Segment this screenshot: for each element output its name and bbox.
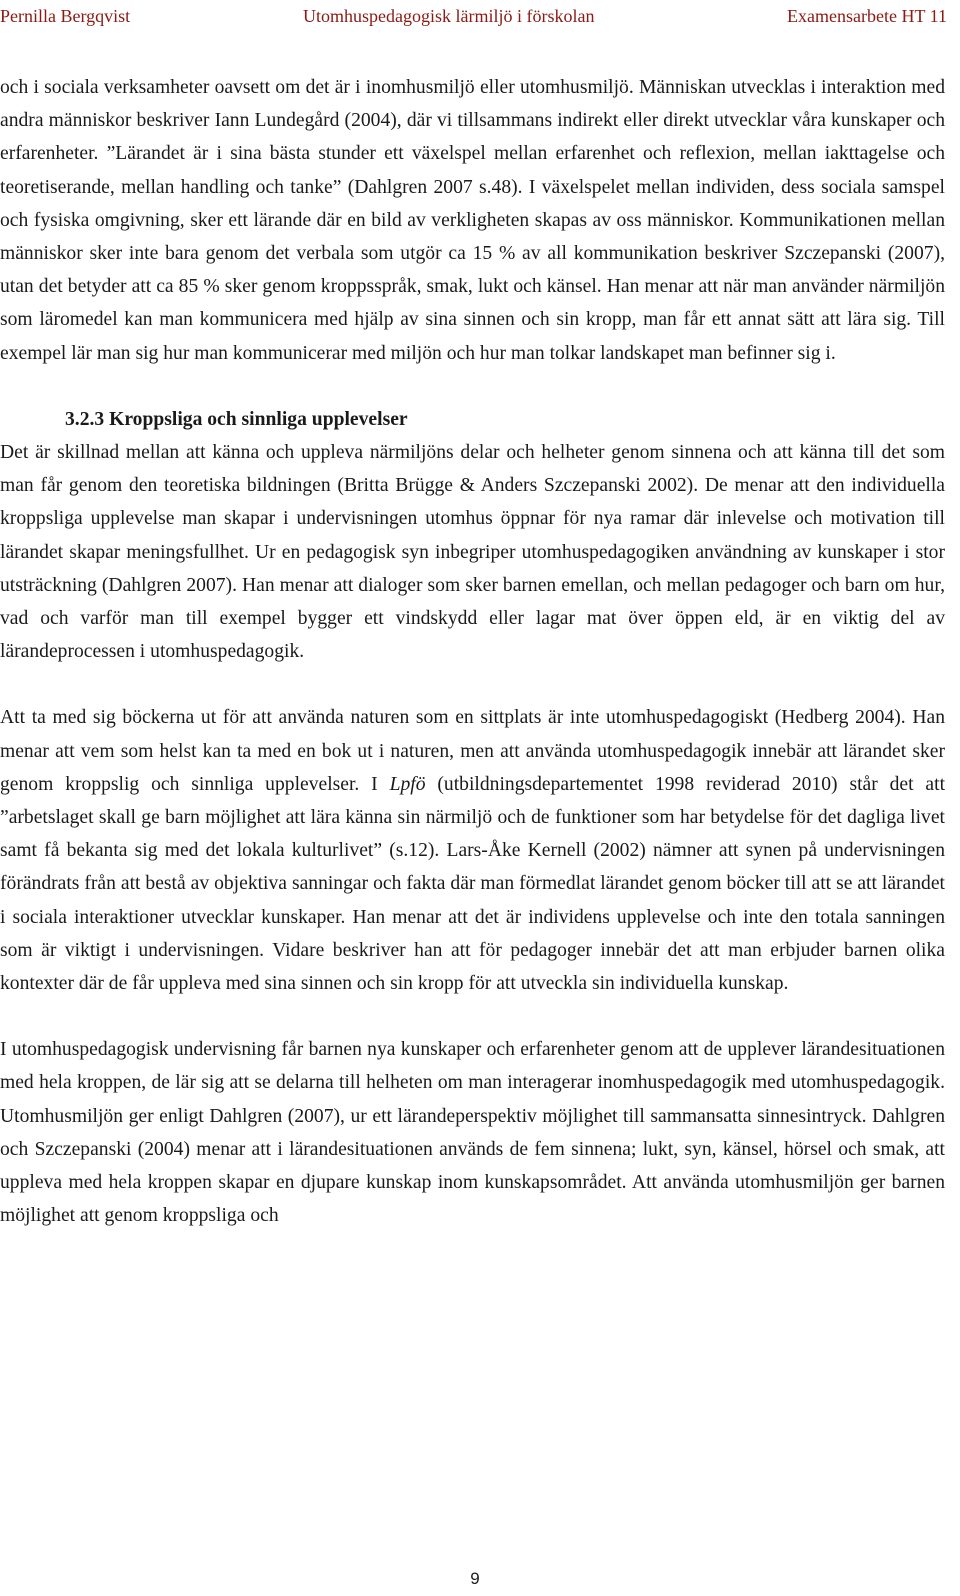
paragraph-gap bbox=[0, 1000, 945, 1033]
section-heading: 3.2.3 Kroppsliga och sinnliga upplevelser bbox=[65, 408, 408, 430]
header-author: Pernilla Bergqvist bbox=[0, 6, 131, 26]
page-number: 9 bbox=[470, 1569, 480, 1588]
page-footer bbox=[0, 1569, 960, 1589]
paragraph-4: I utomhuspedagogisk undervisning får barnen nya kunskaper och erfarenheter genom att de upplever lärandesituationen med hela kroppen, de lär sig att se delarna till helheten om man interagerar inomhuspedagogik med utomhuspedagogik. Utomhusmiljön ger enligt Dahlgren (2007), ur ett lärandeperspektiv möjlighet till sammansatta sinnesintryck. Dahlgren och Szczepanski (2004) menar att i lärandesituationen används de fem sinnena; lukt, syn, känsel, hörsel och smak, att uppleva med hela kroppen skapar en djupare kunskap inom kunskapsområdet. Att använda utomhusmiljön ger barnen möjlighet att genom kroppsliga och bbox=[0, 1039, 945, 1227]
paragraph-3-text-a: Att ta med sig böckerna ut för att använda naturen som en sittplats är inte utomhuspedagogiskt (Hedberg 2004). Han menar att vem som helst kan ta med en bok ut i naturen, men att använda utomhuspedagogik innebär att lärandet sker genom kroppslig och sinnliga upplevelser. I bbox=[0, 707, 945, 795]
paragraph-3-text-b: (utbildningsdepartementet 1998 reviderad 2010) står det att ”arbetslaget skall ge barn möjlighet att lära känna sin närmiljö och de funktioner som har betydelse för det dagliga livet samt få bekanta sig med det lokala kulturlivet” (s.12). Lars-Åke Kernell (2002) nämner att synen på undervisningen förändrats från att bestå av objektiva sanningar och fakta där man förmedlat lärandet genom böcker till att se att lärandet i sociala interaktioner utvecklar kunskaper. Han menar att det är individens upplevelse och inte den totala sanningen som är viktigt i undervisningen. Vidare beskriver han att för pedagoger innebär det att man erbjuder barnen olika kontexter där de får uppleva med sina sinnen och sin kropp för att utveckla sin individuella kunskap. bbox=[0, 773, 946, 995]
paragraph-3-italic: Lpfö bbox=[389, 773, 426, 795]
running-header bbox=[0, 0, 960, 40]
header-title: Utomhuspedagogisk lärmiljö i förskolan bbox=[303, 6, 595, 26]
paragraph-gap bbox=[0, 370, 945, 403]
paragraph-1: och i sociala verksamheter oavsett om det är i inomhusmiljö eller utomhusmiljö. Människan utvecklas i interaktion med andra människor beskriver Iann Lundegård (2004), där vi tillsammans indirekt eller direkt utvecklar våra kunskaper och erfarenheter. ”Lärandet är i sina bästa stunder ett växelspel mellan erfarenhet och reflexion, mellan iakttagelse och teoretiserande, mellan handling och tanke” (Dahlgren 2007 s.48). I växelspelet mellan individen, dess sociala samspel och fysiska omgivning, sker ett lärande där en bild av verkligheten skapas av oss människor. Kommunikationen mellan människor sker inte bara genom det verbala som utgör ca 15 % av all kommunikation beskriver Szczepanski (2007), utan det betyder att ca 85 % sker genom kroppsspråk, smak, lukt och känsel. Han menar att när man använder närmiljön som läromedel kan man kommunicera med hjälp av sina sinnen och sin kropp, man får ett annat sätt att lära sig. Till exempel lär man sig hur man kommunicerar med miljön och hur man tolkar landskapet man befinner sig i. bbox=[0, 77, 945, 364]
paragraph-3 bbox=[0, 701, 945, 1000]
header-course: Examensarbete HT 11 bbox=[787, 6, 947, 26]
paragraph-2: Det är skillnad mellan att känna och uppleva närmiljöns delar och helheter genom sinnena och att känna till det som man får genom den teoretiska bildningen (Britta Brügge & Anders Szczepanski 2002). De menar att den individuella kroppsliga upplevelse man skapar i undervisningen utomhus öppnar för nya ramar där inlevelse och motivation till lärandet skapar meningsfullhet. Ur en pedagogisk syn inbegriper utomhuspedagogiken användning av kunskaper i stor utsträckning (Dahlgren 2007). Han menar att dialoger som sker barnen emellan, och mellan pedagoger och barn om hur, vad och varför man till exempel bygger ett vindskydd eller lagar mat över öppen eld, är en viktig del av lärandeprocessen i utomhuspedagogik. bbox=[0, 442, 945, 663]
paragraph-gap bbox=[0, 668, 945, 701]
body-text bbox=[0, 71, 945, 1233]
